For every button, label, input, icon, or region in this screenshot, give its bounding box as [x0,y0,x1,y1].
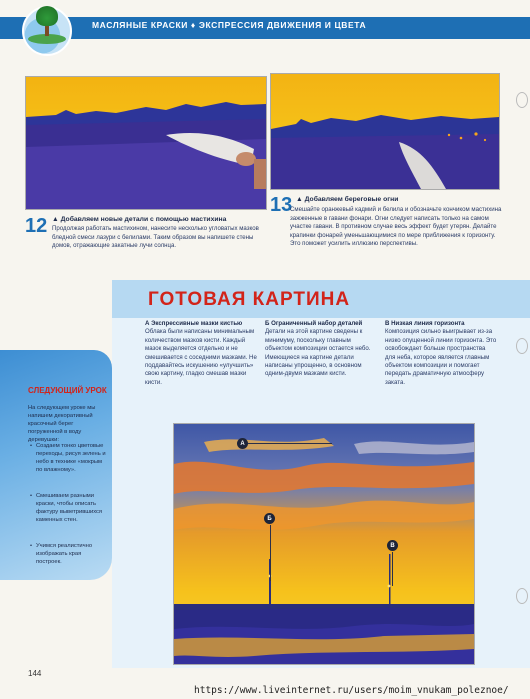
step-13-photo [270,73,500,190]
marker-c: В [387,540,398,551]
step-13-title: ▲ Добавляем береговые огни [296,196,399,203]
marker-a-leader [248,443,332,444]
next-lesson-bullet-2: • Смешиваем разными краски, чтобы описать фактуру выветрившихся каменных стен. [36,492,106,524]
column-c-body: Композиция сильно выигрывает из-за низко опущенной линии горизонта. Это освобождает больше пространства для неба, которое является главным объектом композиции и помогает передать драматичную атмосферу заката. [385,328,497,386]
binder-ring-top [516,92,528,108]
page-number: 144 [28,669,42,678]
marker-a: А [237,438,248,449]
binder-ring-middle [516,338,528,354]
source-url[interactable]: https://www.liveinternet.ru/users/moim_vnukam_poleznoe/ [194,685,509,696]
column-a [145,320,257,387]
step-12-number: 12 [25,215,48,237]
step-12-photo [25,76,267,210]
column-b-body: Детали на этой картине сведены к минимуму, поскольку главным объектом композиции остается небо. Имеющиеся на картине детали написаны упрощенно, в основном одним-двумя мазками кисти. [265,328,371,378]
finished-title: ГОТОВАЯ КАРТИНА [148,289,351,310]
column-a-body: Облака были написаны минимальным количеством мазков кисти. Каждый мазок выделяется отдельно и не смешивается с соседними мазками. Не поддавайтесь искушению «улучшить» свою картину, гладко смешав мазки кисти. [145,328,257,386]
section-title: МАСЛЯНЫЕ КРАСКИ ♦ ЭКСПРЕССИЯ ДВИЖЕНИЯ И ЦВЕТА [92,20,367,30]
logo-crown [36,6,58,26]
marker-b-leader [270,525,271,581]
step-13-body: Смешайте оранжевый кадмий и белила и обозначьте кончиком мастихина зажженные в гавани фонари. Огни следует написать только на самом участке гавани. В противном случае весь эффект будет утерян. Делайте крапинки фонарей уменьшающимися по мере приближения к горизонту. Это поможет усилить иллюзию перспективы. [290,206,502,248]
column-c-head: В Низкая линия горизонта [385,320,465,327]
step-13-number: 13 [270,194,293,216]
step-12-title: ▲ Добавляем новые детали с помощью мастихина [52,216,227,223]
binder-ring-bottom [516,588,528,604]
next-lesson-title: СЛЕДУЮЩИЙ УРОК [28,386,107,395]
marker-c-leader [392,552,393,586]
column-b [265,320,377,379]
step-12-body: Продолжая работать мастихином, нанесите несколько угловатых мазков бледной смеси лазури с белилами. Таким образом вы напишете стены домов, отражающие закатные лучи солнца. [52,225,259,250]
next-lesson-bullet-1: • Создаем тонко цветовые переходы, рисуя зелень и небо в технике «мокрым по влажному». [36,442,106,474]
marker-b: Б [264,513,275,524]
next-lesson-bullet-3: • Учимся реалистично изображать края построек. [36,542,106,566]
next-lesson-intro: На следующем уроке мы напишем декоративный красочный берег погруженной в воду деревушки: [28,405,96,443]
column-c [385,320,497,387]
column-b-head: Б Ограниченный набор деталей [265,320,363,327]
finished-painting [173,423,475,665]
column-a-head: А Экспрессивные мазки кистью [145,320,243,327]
